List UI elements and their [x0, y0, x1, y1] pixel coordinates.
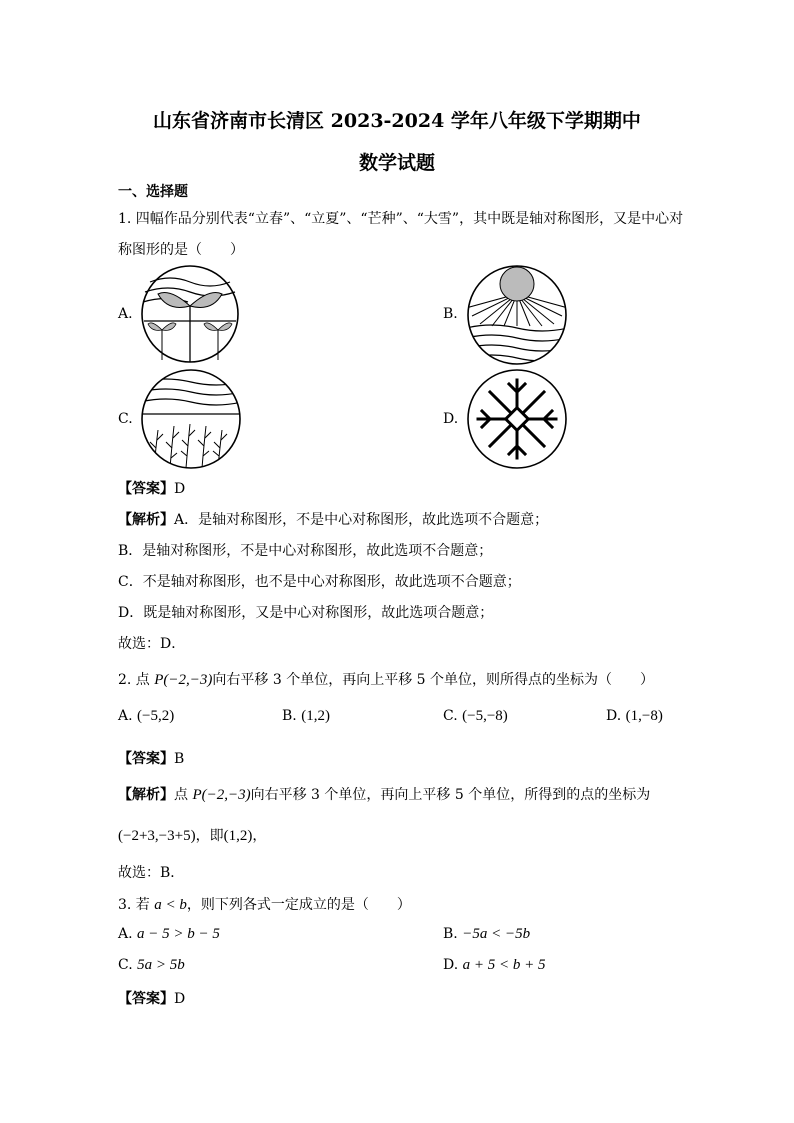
analysis-post: 向右平移 3 个单位，再向上平移 5 个单位，所得到的点的坐标为 — [250, 787, 651, 803]
q3-stem-post: ，则下列各式一定成立的是（ ） — [186, 897, 411, 913]
q1-option-b-label: B. — [443, 306, 458, 322]
q1-answer — [118, 478, 185, 498]
sprout-picture — [140, 264, 240, 364]
answer-label: 【答案】 — [118, 991, 174, 1007]
q3-option-a — [118, 926, 220, 943]
option-value: (−5,2) — [137, 708, 175, 724]
option-value: (1,−8) — [625, 708, 663, 724]
answer-value: D — [174, 481, 186, 497]
q2-conclusion: 故选：B． — [118, 865, 185, 881]
document-title-line2: 数学试题 — [358, 152, 435, 174]
analysis-result: (1,2) — [223, 828, 253, 844]
analysis-math: P(−2,−3) — [192, 787, 251, 803]
option-label: B. — [443, 926, 458, 942]
analysis-label: 【解析】 — [118, 512, 174, 528]
q1-option-d-label: D. — [443, 411, 459, 427]
analysis-end: ， — [252, 828, 267, 844]
q3-stem-pre: 3. 若 — [118, 897, 155, 913]
q1-analysis-4: D．既是轴对称图形，又是中心对称图形，故此选项合题意； — [118, 605, 494, 621]
analysis-pre: 点 — [174, 787, 193, 803]
option-label: A. — [118, 926, 133, 942]
q1-analysis-3: C．不是轴对称图形，也不是中心对称图形，故此选项不合题意； — [118, 574, 521, 590]
option-value: (1,2) — [301, 708, 330, 724]
q1-analysis-2: B．是轴对称图形，不是中心对称图形，故此选项不合题意； — [118, 543, 493, 559]
analysis-label: 【解析】 — [118, 787, 174, 803]
grain-picture — [140, 368, 242, 470]
option-value: 5a > 5b — [137, 957, 185, 973]
sun-picture — [466, 264, 568, 366]
q1-conclusion: 故选：D． — [118, 636, 186, 652]
option-value: a + 5 < b + 5 — [462, 957, 546, 973]
snowflake-picture — [466, 368, 568, 470]
q1-analysis-1 — [118, 509, 548, 529]
analysis-expression: (−2+3,−3+5) — [118, 828, 196, 844]
document-title-line1: 山东省济南市长清区 2023-2024 学年八年级下学期期中 — [153, 110, 641, 132]
option-value: −5a < −5b — [462, 926, 531, 942]
q2-option-a — [118, 708, 174, 725]
option-label: C. — [443, 708, 458, 724]
q3-option-d — [443, 957, 546, 974]
option-label: A. — [118, 708, 133, 724]
q1-stem-line2: 称图形的是（ ） — [118, 242, 244, 258]
q2-analysis-line2 — [118, 825, 266, 845]
answer-value: D — [174, 991, 186, 1007]
option-label: D. — [606, 708, 622, 724]
analysis-mid: ，即 — [195, 828, 224, 844]
q1-option-a-label: A. — [118, 306, 133, 322]
q2-stem-math: P(−2,−3) — [154, 672, 213, 688]
q2-answer — [118, 748, 184, 768]
option-value: (−5,−8) — [462, 708, 508, 724]
q3-option-c — [118, 957, 185, 974]
answer-label: 【答案】 — [118, 481, 174, 497]
q2-analysis-line1 — [118, 784, 650, 804]
section-heading: 一、选择题 — [118, 184, 188, 200]
option-label: D. — [443, 957, 459, 973]
q3-option-b — [443, 926, 530, 943]
option-value: a − 5 > b − 5 — [137, 926, 220, 942]
q3-stem-math: a < b — [154, 897, 187, 913]
q1-stem-line1: 1. 四幅作品分别代表“立春”、“立夏”、“芒种”、“大雪”，其中既是轴对称图形，又是中心对 — [118, 211, 684, 227]
answer-value: B — [174, 751, 185, 767]
option-label: C. — [118, 957, 133, 973]
q3-answer — [118, 988, 185, 1008]
q2-option-d — [606, 708, 663, 725]
q2-stem — [118, 669, 654, 689]
q2-option-b — [282, 708, 330, 725]
q2-stem-post: 向右平移 3 个单位，再向上平移 5 个单位，则所得点的坐标为（ ） — [212, 672, 655, 688]
q3-stem — [118, 894, 411, 914]
q2-stem-pre: 2. 点 — [118, 672, 155, 688]
option-label: B. — [282, 708, 297, 724]
answer-label: 【答案】 — [118, 751, 174, 767]
q1-option-c-label: C. — [118, 411, 133, 427]
analysis-text: A．是轴对称图形，不是中心对称图形，故此选项不合题意； — [174, 512, 549, 528]
q2-option-c — [443, 708, 508, 725]
